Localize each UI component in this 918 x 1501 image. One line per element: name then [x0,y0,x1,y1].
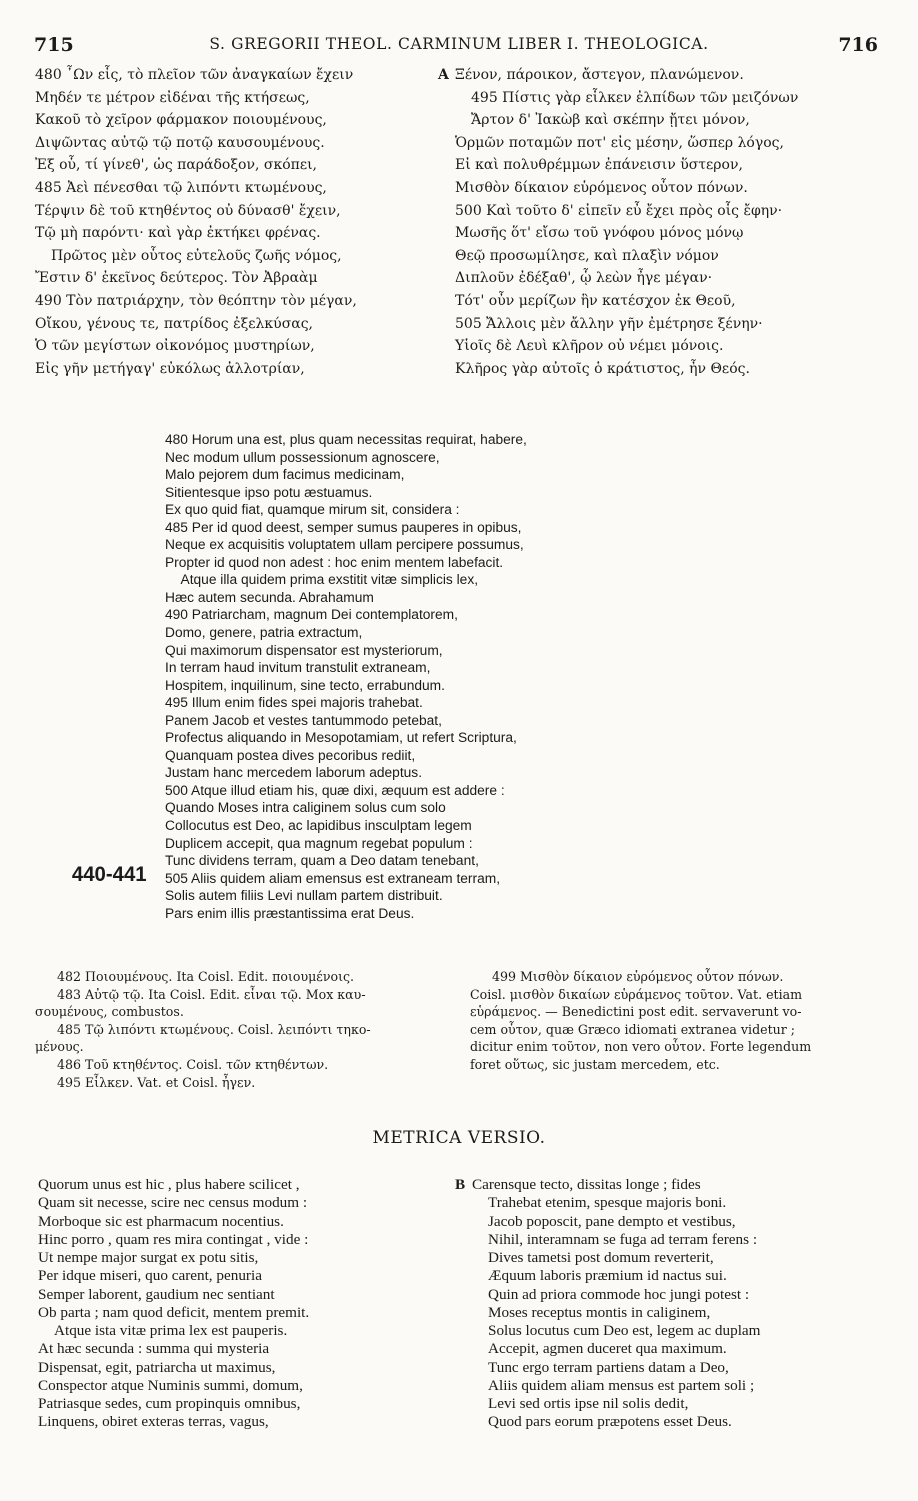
greek-line: Οἴκου, γένους τε, πατρίδος ἐξελκύσας, [35,315,313,332]
footnotes-right [470,968,882,1074]
latin-line: Quanquam postea dives pecoribus rediit, [165,747,416,764]
greek-line: Ἄρτον δ' Ἰακὼβ καὶ σκέπην ᾔτει μόνον, [471,112,750,129]
greek-line: Διψῶντας αὐτῷ τῷ ποτῷ καυσουμένους. [35,134,325,151]
metrica-line: Trahebat etenim, spesque majoris boni. [488,1194,727,1212]
footnote-line: cem οὗτον, quæ Græco idiomati extranea videtur ; [470,1021,796,1037]
metrica-line: Morboque sic est pharmacum nocentius. [38,1212,284,1230]
latin-line: Ex quo quid fiat, quamque mirum sit, considera : [165,502,460,519]
latin-line: Hospitem, inquilinum, sine tecto, errabundum. [165,677,445,694]
metrica-line: Ob parta ; nam quod deficit, mentem premit. [38,1303,310,1321]
metrica-line [455,1176,892,1194]
latin-line: Sitientesque ipso potu æstuamus. [165,484,373,501]
metrica-line: Quorum unus est hic , plus habere scilicet , [38,1176,300,1193]
greek-line: 480 ῏Ων εἷς, τὸ πλεῖον τῶν ἀναγκαίων ἔχειν [35,67,354,83]
metrica-line: Tunc ergo terram partiens datam a Deo, [488,1358,729,1376]
latin-translation [71,432,766,923]
footnote-line: foret οὕτως, sic justam mercedem, etc. [470,1056,720,1072]
latin-line: Propter id quod non adest : hoc enim mentem labefacit. [165,554,504,571]
metrica-line: Solus locutus cum Deo est, legem ac duplam [488,1322,761,1339]
metrica-line: Linquens, obiret exteras terras, vagus, [38,1413,269,1431]
metrica-line: Moses receptus montis in caliginem, [488,1303,711,1321]
greek-line: Κακοῦ τὸ χεῖρον φάρμακον ποιουμένους, [35,112,327,129]
latin-line: 490 Patriarcham, magnum Dei contemplatorem, [165,607,458,624]
metrica-line: At hæc secunda : summa qui mysteria [38,1340,270,1358]
metrical-version-left [38,1176,438,1432]
greek-line: 500 Καὶ τοῦτο δ' εἰπεῖν εὖ ἔχει πρὸς οἷς ἔφην· [455,202,783,219]
latin-line [71,862,767,889]
latin-line: 495 Illum enim fides spei majoris trahebat. [165,695,423,712]
latin-line: Domo, genere, patria extractum, [165,625,363,642]
greek-line: Κλῆρος γὰρ αὐτοῖς ὁ κράτιστος, ἦν Θεός. [455,360,750,377]
latin-line: Profectus aliquando in Mesopotamiam, ut refert Scriptura, [165,730,517,747]
greek-line [438,64,885,87]
metrica-line-text: Carensque tecto, dissitas longe ; fides [472,1176,701,1193]
greek-line: 485 Ἀεὶ πένεσθαι τῷ λιπόντι κτωμένους, [35,179,327,196]
latin-line-text: 505 Aliis quidem aliam emensus est extraneam terram, [165,870,501,887]
greek-line: Θεῷ προσωμίλησε, καὶ πλαξὶν νόμον [455,247,719,264]
metrica-line: Accepit, agmen duceret qua maximum. [488,1340,727,1358]
latin-line: Neque ex acquisitis voluptatem ullam percipere possumus, [165,537,524,554]
greek-line: Πρῶτος μὲν οὗτος εὐτελοῦς ζωῆς νόμος, [51,247,342,264]
greek-text-left-column [35,64,435,380]
latin-line: Hæc autem secunda. Abrahamum [165,589,374,606]
greek-line: 495 Πίστις γὰρ εἷλκεν ἐλπίδων τῶν μειζόνων [471,89,799,106]
footnote-line: 486 Τοῦ κτηθέντος. Coisl. τῶν κτηθέντων. [57,1056,329,1072]
metrica-line: Conspector atque Numinis summi, domum, [38,1376,303,1394]
section-title: METRICA VERSIO. [372,1128,546,1148]
latin-line: Tunc dividens terram, quam a Deo datam tenebant, [165,853,479,870]
running-title: S. GREGORII THEOL. CARMINUM LIBER I. THEOLOGICA. [209,35,709,53]
margin-marker-b: B [455,1176,466,1193]
latin-line: Nec modum ullum possessionum agnoscere, [165,449,440,466]
latin-line: Qui maximorum dispensator est mysteriorum, [165,642,443,659]
footnote-line: 482 Ποιουμένους. Ita Coisl. Edit. ποιουμένοις. [57,969,355,984]
greek-line: Ὁ τῶν μεγίστων οἰκονόμος μυστηρίων, [35,338,315,355]
greek-line-text: Ξένον, πάροικον, ἄστεγον, πλανώμενον. [455,67,744,83]
footnote-line: Coisl. μισθὸν δικαίων εὑράμενος τοῦτον. Vat. etiam [470,986,803,1002]
metrica-line: Quod pars eorum præpotens esset Deus. [488,1413,732,1431]
greek-line: Διπλοῦν ἐδέξαθ', ᾧ λεὼν ἦγε μέγαν· [455,270,713,287]
footnote-line: 485 Τῷ λιπόντι κτωμένους. Coisl. λειπόντι τηκο- [57,1021,371,1037]
metrica-line: Dispensat, egit, patriarcha ut maximus, [38,1358,276,1376]
greek-line: Μισθὸν δίκαιον εὑρόμενος οὗτον πόνων. [455,179,748,196]
metrica-line: Ut nempe major surgat ex potu sitis, [38,1249,259,1266]
metrica-line: Aliis quidem aliam mensus est partem soli ; [488,1376,755,1394]
page-number-left: 715 [34,34,74,56]
footnote-line: dicitur enim τοῦτον, non vero οὗτον. Forte legendum [470,1039,812,1055]
latin-line: Collocutus est Deo, ac lapidibus insculptam legem [165,818,472,835]
footnote-line: σουμένους, combustos. [35,1004,184,1020]
greek-line: Εἰς γῆν μετήγαγ' εὐκόλως ἀλλοτρίαν, [35,360,305,377]
greek-line: Ὁρμῶν ποταμῶν ποτ' εἰς μέσην, ὥσπερ λόγος, [455,134,784,151]
latin-line: 500 Atque illud etiam his, quæ dixi, æquum est addere : [165,782,505,799]
footnote-line: 499 Μισθὸν δίκαιον εὑρόμενος οὗτον πόνων. [492,969,784,984]
footnote-line: μένους. [35,1039,84,1055]
column-number-sidemark: 440-441 [71,862,147,886]
latin-line: In terram haud invitum transtulit extraneam, [165,660,431,677]
greek-line: 490 Τὸν πατριάρχην, τὸν θεόπτην τὸν μέγαν, [35,292,357,309]
metrica-line: Nihil, interamnam se fuga ad terram ferens : [488,1230,758,1248]
metrica-line: Quin ad priora commode hoc jungi potest : [488,1285,750,1303]
greek-line: Μωσῆς ὅτ' εἴσω τοῦ γνόφου μόνος μόνῳ [455,225,744,242]
footnotes-left [35,968,445,1091]
metrica-line: Atque ista vitæ prima lex est pauperis. [54,1322,288,1339]
metrica-line: Jacob poposcit, pane dempto et vestibus, [488,1212,736,1230]
margin-marker-a: A [438,67,449,83]
footnote-line: 495 Εἷλκεν. Vat. et Coisl. ἦγεν. [57,1074,256,1090]
greek-line: Τέρψιν δὲ τοῦ κτηθέντος οὐ δύνασθ' ἔχειν, [35,202,341,219]
greek-line: Ἐξ οὗ, τί γίνεθ', ὡς παράδοξον, σκόπει, [35,157,318,174]
footnote-line: εὑράμενος. — Benedictini post edit. servaverunt vo- [470,1004,802,1020]
metrica-line: Per idque miseri, quo carent, penuria [38,1267,262,1285]
page-header [0,30,918,60]
page-number-right: 716 [838,34,878,56]
latin-line: Pars enim illis præstantissima erat Deus. [165,905,415,922]
latin-line: 480 Horum una est, plus quam necessitas requirat, habere, [165,432,527,448]
latin-line: 485 Per id quod deest, semper sumus pauperes in opibus, [165,519,522,536]
metrica-line: Æquum laboris præmium id nactus sui. [488,1267,727,1285]
greek-line: Τῷ μὴ παρόντι· καὶ γὰρ ἐκτήκει φρένας. [35,225,321,242]
greek-line: Ἔστιν δ' ἐκεῖνος δεύτερος. Τὸν Ἀβραὰμ [35,270,318,287]
latin-line: Quando Moses intra caliginem solus cum solo [165,800,446,817]
greek-line: Τότ' οὖν μερίζων ἣν κατέσχον ἐκ Θεοῦ, [455,292,736,309]
latin-line: Duplicem accepit, qua magnum regebat populum : [165,835,473,852]
footnote-line: 483 Αὐτῷ τῷ. Ita Coisl. Edit. εἶναι τῷ. Mox καυ- [57,986,366,1002]
latin-line: Justam hanc mercedem laborum adeptus. [165,765,423,782]
greek-text-right-column [438,64,885,380]
metrical-version-right [455,1176,892,1432]
latin-line: Malo pejorem dum facimus medicinam, [165,467,405,484]
latin-line: Panem Jacob et vestes tantummodo petebat, [165,712,442,729]
greek-line: Μηδέν τε μέτρον εἰδέναι τῆς κτήσεως, [35,89,310,106]
metrica-line: Patriasque sedes, cum propinquis omnibus, [38,1395,301,1412]
latin-line: Atque illa quidem prima exstitit vitæ simplicis lex, [180,572,479,589]
metrica-line: Semper laborent, gaudium nec sentiant [38,1285,275,1303]
metrica-line: Quam sit necesse, scire nec census modum : [38,1194,308,1212]
latin-line: Solis autem filiis Levi nullam partem distribuit. [165,888,443,905]
greek-line: Εἰ καὶ πολυθρέμμων ἐπάνεισιν ὕστερον, [455,157,743,174]
greek-line: 505 Ἄλλοις μὲν ἄλλην γῆν ἐμέτρησε ξένην· [455,315,763,332]
metrica-line: Hinc porro , quam res mira contingat , vide : [38,1230,309,1248]
metrica-line: Dives tametsi post domum reverterit, [488,1249,714,1266]
metrica-line: Levi sed ortis ipse nil solis dedit, [488,1395,689,1412]
greek-line: Υἱοῖς δὲ Λευὶ κλῆρον οὐ νέμει μόνοις. [455,338,724,355]
